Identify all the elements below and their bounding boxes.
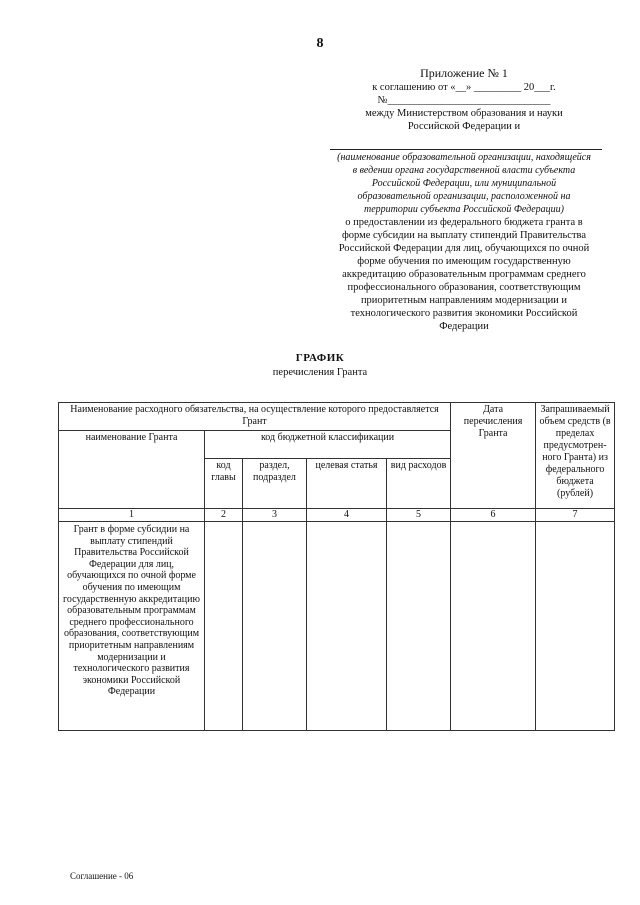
page-number: 8 xyxy=(316,36,324,51)
column-number: 1 xyxy=(59,509,205,522)
column-number: 7 xyxy=(536,509,615,522)
organization-note-line: (наименование образовательной организации, находящейся xyxy=(337,152,591,163)
organization-note-line: Российской Федерации, или муниципальной xyxy=(371,178,557,189)
appendix-number-line: №_______________________________ xyxy=(377,95,551,106)
column-number: 6 xyxy=(451,509,536,522)
organization-note-line: образовательной организации, расположенной на xyxy=(357,191,571,202)
target-article-cell xyxy=(307,522,387,731)
organization-note xyxy=(320,151,608,216)
appendix-agreement-line: к соглашению от «__» _________ 20___г. xyxy=(372,82,556,93)
appendix-block xyxy=(320,66,608,333)
schedule-title: ГРАФИК xyxy=(295,352,345,364)
column-number: 5 xyxy=(387,509,451,522)
header-target-article: целевая статья xyxy=(307,459,387,509)
column-number: 2 xyxy=(205,509,243,522)
header-budget-code: код бюджетной классификации xyxy=(205,431,451,459)
column-number: 3 xyxy=(243,509,307,522)
chapter-code-cell xyxy=(205,522,243,731)
appendix-between-line: между Министерством образования и науки xyxy=(365,108,563,119)
header-chapter-code: код главы xyxy=(205,459,243,509)
organization-blank-line xyxy=(330,143,602,150)
footer-note: Соглашение - 06 xyxy=(70,871,134,881)
header-expense-type: вид расходов xyxy=(387,459,451,509)
date-cell xyxy=(451,522,536,731)
organization-note-line: в ведении органа государственной власти субъекта xyxy=(352,165,576,176)
header-grant-name: наименование Гранта xyxy=(59,431,205,509)
appendix-rf-line: Российской Федерации и xyxy=(407,121,521,132)
appendix-title: Приложение № 1 xyxy=(420,66,508,80)
grant-schedule-table xyxy=(58,402,615,731)
header-section: раздел, подраздел xyxy=(243,459,307,509)
expense-type-cell xyxy=(387,522,451,731)
schedule-subtitle: перечисления Гранта xyxy=(272,367,368,378)
amount-cell xyxy=(536,522,615,731)
header-amount: Запрашиваемый объем средств (в пределах предусмотрен-ного Гранта) из федерального бюджета (рублей) xyxy=(536,403,615,509)
column-number: 4 xyxy=(307,509,387,522)
header-date: Дата перечисления Гранта xyxy=(451,403,536,509)
appendix-purpose: о предоставлении из федерального бюджета гранта в форме субсидии на выплату стипендий Правительства Российской Федерации для лиц, обучающихся по очной форме обучения по имеющим государственную аккредитацию образовательным программам среднего профессионального образования, соответствующим приоритетным направлениям модернизации и технологического развития экономики Российской Федерации xyxy=(338,217,590,332)
section-cell xyxy=(243,522,307,731)
header-obligation: Наименование расходного обязательства, на осуществление которого предоставляется Грант xyxy=(59,403,451,431)
organization-note-line: территории субъекта Российской Федерации) xyxy=(363,204,565,215)
grant-name-cell: Грант в форме субсидии на выплату стипендий Правительства Российской Федерации для лиц, обучающихся по очной форме обучения по имеющим государственную аккредитацию образовательным программам среднего профессионального образования, соответствующим приоритетным направлениям модернизации и технологического развития экономики Российской Федерации xyxy=(59,522,205,731)
